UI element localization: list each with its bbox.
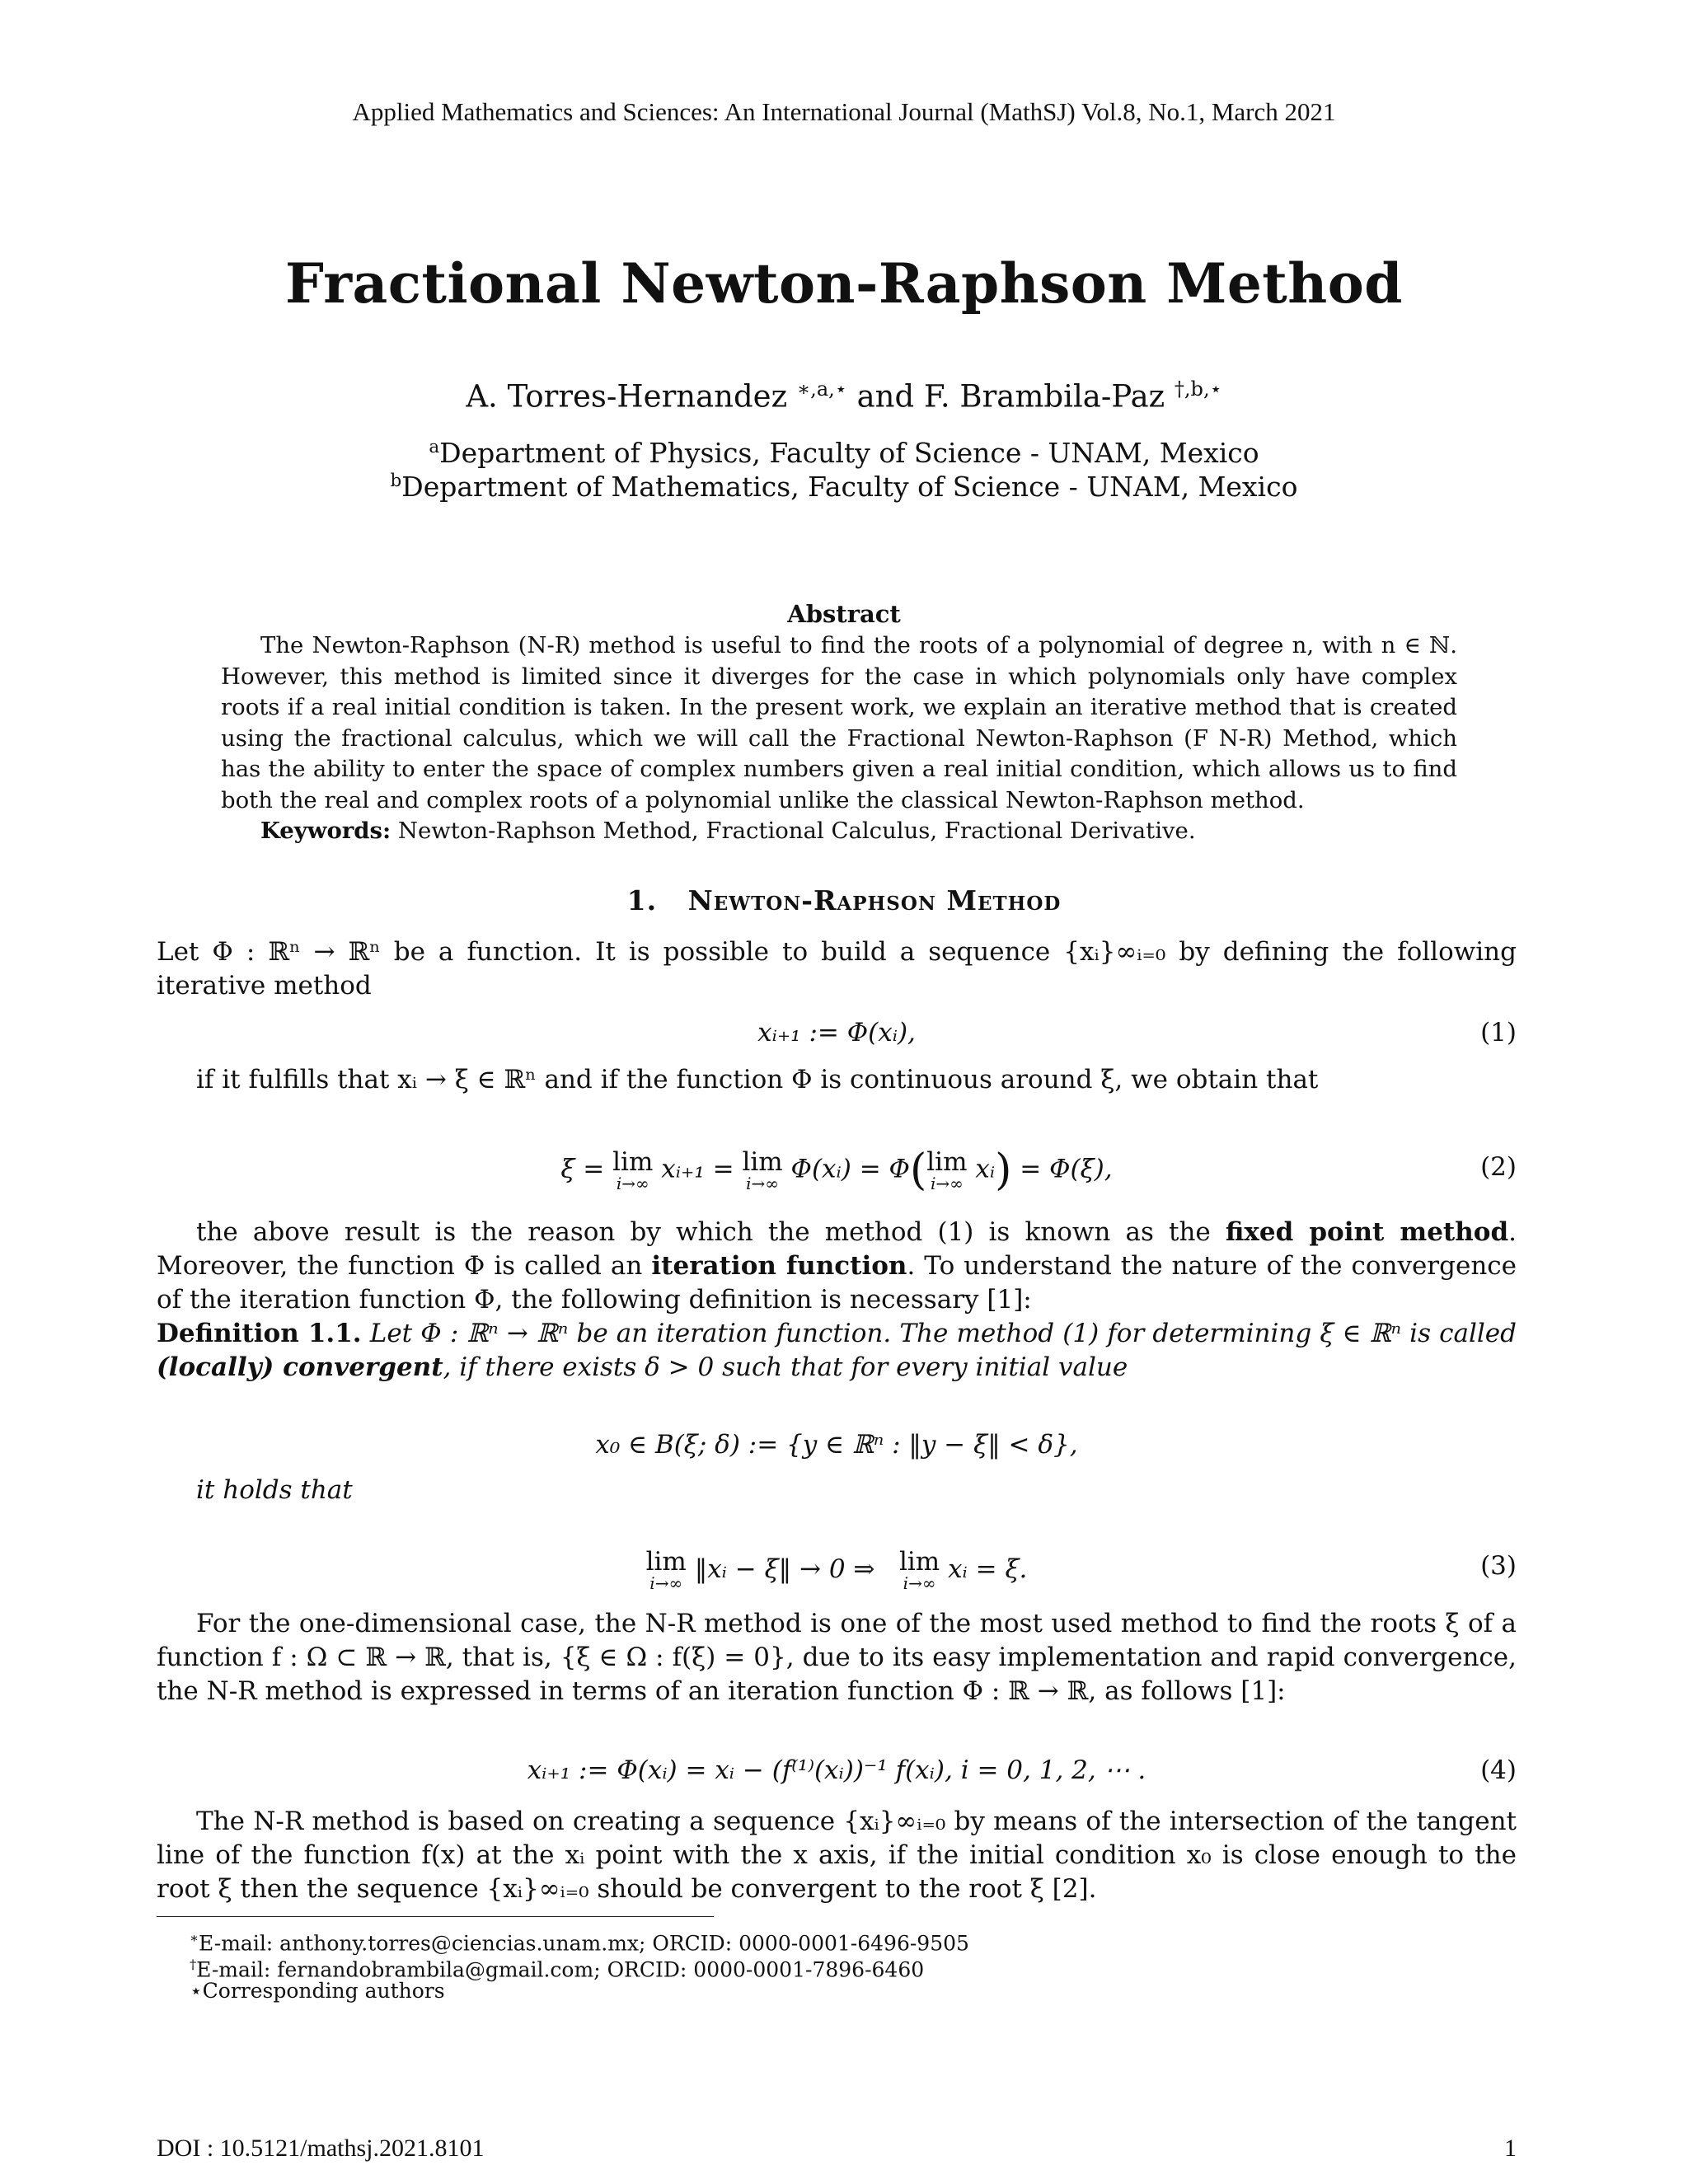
equation-1: xᵢ₊₁ := Φ(xᵢ), (1) — [757, 1018, 1517, 1047]
abstract-text: The Newton-Raphson (N-R) method is useful to find the roots of a polynomial of degree n, with n ∈ ℕ. However, this method is limited since it diverges for the case in which polynomials only have complex roots if a real initial condition is taken. In the present work, we explain an iterative method that is created using the fractional calculus, which we will call the Fractional Newton-Raphson (F N-R) Method, which has the ability to enter the space of complex numbers given a real initial condition, which allows us to find both the real and complex roots of a polynomial unlike the classical Newton-Raphson method. — [221, 632, 1457, 813]
paragraph-continuity: if it fulfills that xᵢ → ξ ∈ ℝⁿ and if the function Φ is continuous around ξ, we obtain that — [196, 1065, 1319, 1094]
page-number: 1 — [1504, 2135, 1517, 2162]
limit-operator: lim i→∞ — [612, 1146, 654, 1193]
author-2-marks: †,b,⋆ — [1174, 377, 1222, 401]
equation-ball: x₀ ∈ B(ξ; δ) := {y ∈ ℝⁿ : ‖y − ξ‖ < δ}, — [595, 1430, 1078, 1460]
paragraph-one-dimensional: For the one-dimensional case, the N-R method is one of the most used method to find the roots ξ of a function f : Ω ⊂ ℝ → ℝ, that is, {ξ ∈ Ω : f(ξ) = 0}, due to its easy implementation and rapid convergence, the N-R method is expressed in terms of an iteration function Φ : ℝ → ℝ, as follows [1]: — [157, 1609, 1517, 1706]
journal-header: Applied Mathematics and Sciences: An International Journal (MathSJ) Vol.8, No.1, March 2021 — [352, 97, 1336, 126]
doi-footer: DOI : 10.5121/mathsj.2021.8101 — [157, 2135, 485, 2162]
paragraph-intro: Let Φ : ℝⁿ → ℝⁿ be a function. It is possible to build a sequence {xᵢ}∞ᵢ₌₀ by defining the following iterative method — [157, 937, 1517, 1001]
equation-3-number: (3) — [1480, 1551, 1517, 1581]
paragraph-tangent: The N-R method is based on creating a sequence {xᵢ}∞ᵢ₌₀ by means of the intersection of the tangent line of the function f(x) at the xᵢ point with the x axis, if the initial condition x₀ is close enough to the root ξ then the sequence {xᵢ}∞ᵢ₌₀ should be convergent to the root ξ [2]. — [157, 1807, 1517, 1904]
paragraph-fixed-point: the above result is the reason by which the method (1) is known as the fixed point method. Moreover, the function Φ is called an iteration function. To understand the nature of the convergence of the iteration function Φ, the following definition is necessary [1]: — [157, 1217, 1517, 1315]
author-1: A. Torres-Hernandez — [466, 378, 788, 415]
equation-3: lim i→∞ ‖xᵢ − ξ‖ → 0 ⇒ lim i→∞ xᵢ = ξ. (3) — [645, 1547, 1517, 1593]
definition-holds: it holds that — [196, 1475, 353, 1505]
equation-1-number: (1) — [1480, 1018, 1517, 1047]
author-1-marks: ∗,a,⋆ — [796, 377, 847, 401]
keywords: Keywords: Newton-Raphson Method, Fractional Calculus, Fractional Derivative. — [260, 818, 1196, 844]
definition-1-1: Definition 1.1. Let Φ : ℝⁿ → ℝⁿ be an iteration function. The method (1) for determining ξ ∈ ℝⁿ is called (locally) convergent, if there exists δ > 0 such that for every initial value — [157, 1319, 1517, 1382]
affiliation-b: $^b$Department of Mathematics, Faculty of Science - UNAM, Mexico — [390, 471, 1298, 503]
abstract-body — [221, 630, 1457, 847]
equation-2: ξ = lim i→∞ xᵢ₊₁ = lim i→∞ Φ(xᵢ) = Φ(lim i→∞ xᵢ) = Φ(ξ), (2) — [560, 1146, 1517, 1195]
equation-2-number: (2) — [1480, 1152, 1517, 1182]
footnote-rule — [157, 1916, 714, 1917]
section-heading: 1. Newton-Raphson Method — [626, 884, 1062, 916]
footnote-1: ∗E-mail: anthony.torres@ciencias.unam.mx; ORCID: 0000-0001-6496-9505 — [190, 1930, 969, 1956]
footnote-3: ⋆Corresponding authors — [190, 1979, 445, 2003]
equation-4: xᵢ₊₁ := Φ(xᵢ) = xᵢ − (f⁽¹⁾(xᵢ))⁻¹ f(xᵢ), i = 0, 1, 2, ⋯ . (4) — [527, 1755, 1517, 1785]
author-2: F. Brambila-Paz — [923, 378, 1165, 415]
footnote-2: †E-mail: fernandobrambila@gmail.com; ORCID: 0000-0001-7896-6460 — [190, 1957, 925, 1982]
equation-4-number: (4) — [1480, 1755, 1517, 1785]
abstract-heading: Abstract — [787, 600, 901, 628]
paper-title: Fractional Newton-Raphson Method — [285, 251, 1403, 316]
author-conjunction: and — [856, 378, 915, 415]
author-line — [0, 377, 1688, 414]
affiliation-a: $^a$Department of Physics, Faculty of Science - UNAM, Mexico — [429, 437, 1259, 469]
